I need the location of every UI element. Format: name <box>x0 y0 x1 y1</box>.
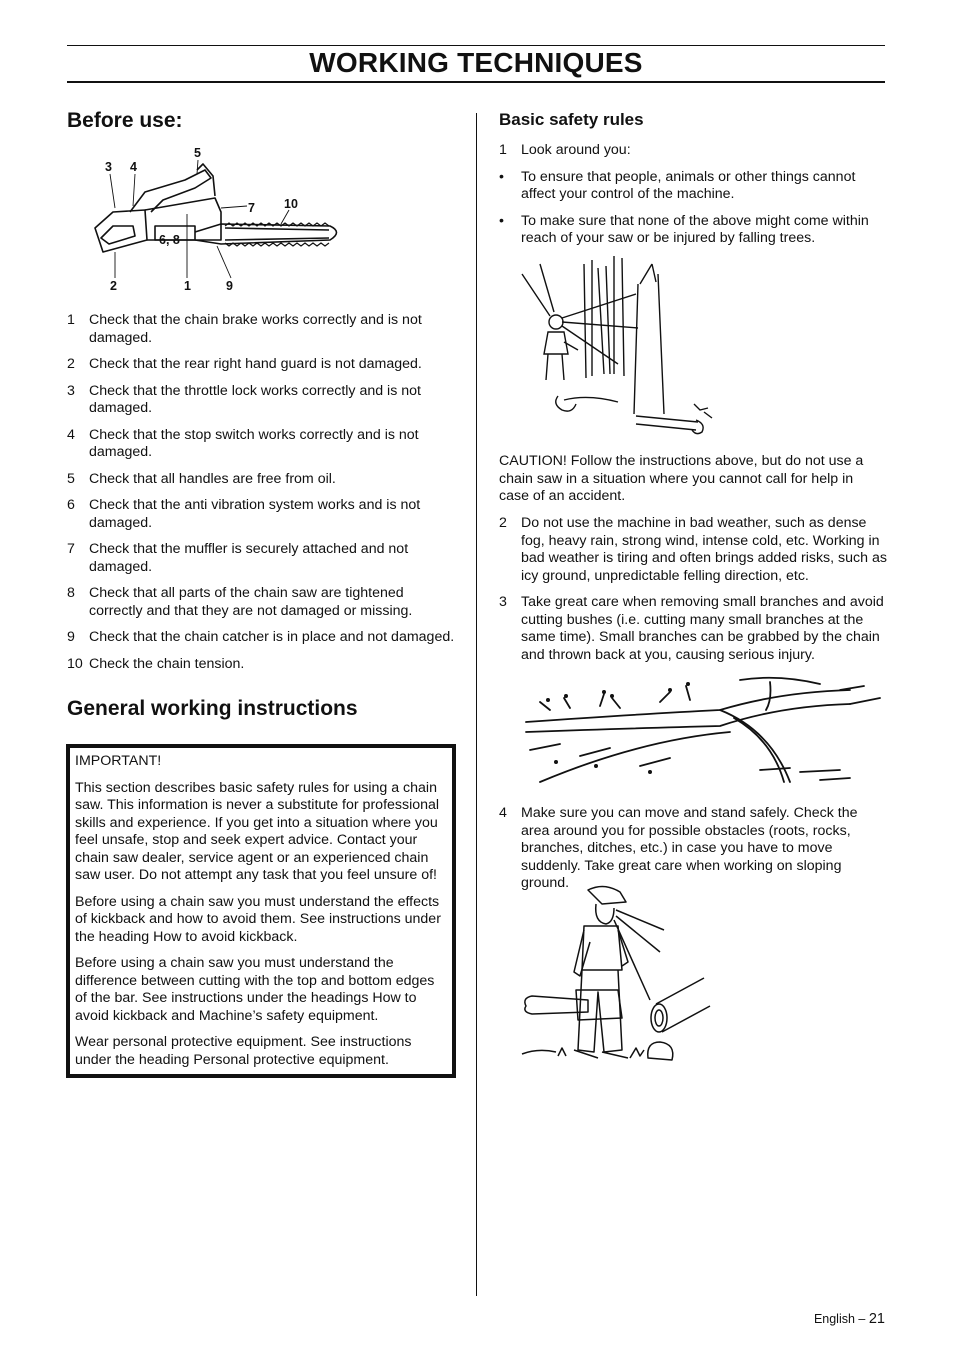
list-item: 8 Check that all parts of the chain saw are tightened correctly and that they are not damaged or missing. <box>67 585 413 619</box>
fig-label-2: 2 <box>110 279 117 293</box>
bullet-item: • To make sure that none of the above might come within reach of your saw or be injured by falling trees. <box>499 212 869 246</box>
list-item: 4 Make sure you can move and stand safely. Check the area around you for possible obstacles (roots, rocks, branches, ditches, etc.) in case you have to move suddenly. Take great care when working on sloping ground. <box>499 805 858 891</box>
important-paragraph: Before using a chain saw you must understand the effects of kickback and how to avoid them. See instructions under the heading How to avoid kickback. <box>75 893 441 945</box>
footer-language: English <box>813 1312 855 1326</box>
page-number: 21 <box>868 1311 885 1327</box>
page-footer <box>814 1311 885 1329</box>
list-item: 5 Check that all handles are free from oil. <box>67 470 336 487</box>
fig-label-7: 7 <box>248 201 255 215</box>
list-item: 2 Check that the rear right hand guard is not damaged. <box>67 356 422 372</box>
basic-rules-list-2 <box>499 515 887 673</box>
list-item: 1 Check that the chain brake works correctly and is not damaged. <box>67 312 422 346</box>
before-use-checklist <box>67 312 459 682</box>
fig-label-9: 9 <box>226 279 233 293</box>
list-item: 4 Check that the stop switch works correctly and is not damaged. <box>67 426 419 460</box>
important-title: IMPORTANT! <box>75 753 162 769</box>
basic-rules-list-1 <box>499 142 887 257</box>
fig-label-4: 4 <box>130 160 137 174</box>
important-paragraph: Before using a chain saw you must understand the difference between cutting with the top and bottom edges of the bar. See instructions under the headings How to avoid kickback and Machine’s safety equipment. <box>75 955 435 1024</box>
header-bottom-rule <box>67 81 885 83</box>
footer-dash: – <box>858 1312 866 1326</box>
list-item: 6 Check that the anti vibration system works and is not damaged. <box>67 497 421 531</box>
list-item: 10 Check the chain tension. <box>67 655 245 672</box>
important-notice-box <box>66 744 456 1078</box>
caution-paragraph: CAUTION! Follow the instructions above, but do not use a chain saw in a situation where you cannot call for help in case of an accident. <box>499 453 864 504</box>
list-item: 7 Check that the muffler is securely attached and not damaged. <box>67 541 409 575</box>
fig-label-3: 3 <box>105 160 112 174</box>
important-paragraph: This section describes basic safety rules for using a chain saw. This information is never a substitute for professional skills and experience. If you get into a situation where you feel unsafe, stop and seek expert advice. Contact your chain saw dealer, service agent or an experienced chain saw user. Do not attempt any task that you feel unsure of! <box>75 779 440 883</box>
fig-label-6-8: 6, 8 <box>159 233 180 247</box>
general-instructions-heading: General working instructions <box>67 697 358 720</box>
fig-label-5: 5 <box>194 146 201 160</box>
look-around-figure <box>518 254 718 436</box>
fig-label-10: 10 <box>284 197 298 211</box>
list-item: 3 Check that the throttle lock works correctly and is not damaged. <box>67 382 421 416</box>
list-item: 1 Look around you: <box>499 142 631 158</box>
before-use-heading: Before use: <box>67 109 183 132</box>
page-title: WORKING TECHNIQUES <box>309 47 643 78</box>
small-branches-figure <box>520 670 882 788</box>
list-item: 3 Take great care when removing small branches and avoid cutting bushes (i.e. cutting many small branches at the same time). Small branches can be grabbed by the chain and thrown back at you, causing serious injury. <box>499 594 884 663</box>
fig-label-1: 1 <box>184 279 191 293</box>
chainsaw-parts-figure <box>85 140 350 300</box>
basic-safety-rules-heading: Basic safety rules <box>499 110 644 129</box>
list-item: 9 Check that the chain catcher is in place and not damaged. <box>67 629 455 645</box>
bullet-item: • To ensure that people, animals or other things cannot affect your control of the machine. <box>499 168 856 202</box>
important-paragraph: Wear personal protective equipment. See instructions under the heading Personal protective equipment. <box>75 1034 412 1068</box>
safe-footing-figure <box>518 882 718 1068</box>
column-divider <box>476 113 477 1296</box>
list-item: 2 Do not use the machine in bad weather, such as dense fog, heavy rain, strong wind, intense cold, etc. Working in bad weather is tiring and often brings added risks, such as icy ground, unpredictable felling direction, etc. <box>499 515 887 584</box>
